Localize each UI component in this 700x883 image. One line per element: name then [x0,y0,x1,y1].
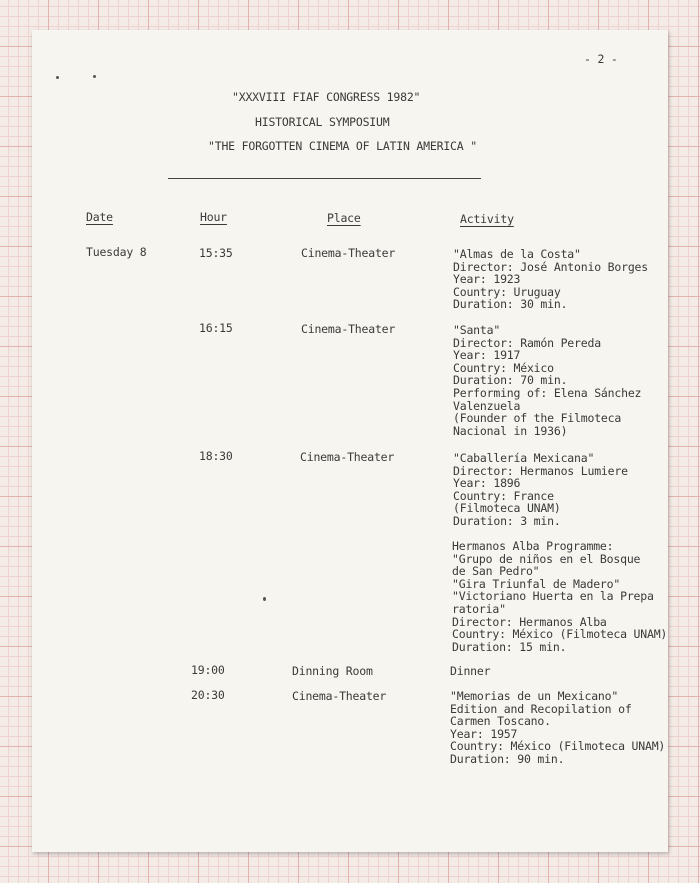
schedule-date: Tuesday 8 [86,245,147,259]
row-place: Dinning Room [292,664,373,678]
paper-speck [93,75,96,78]
page-number: - 2 - [584,52,618,66]
activity-line: Valenzuela [453,398,521,413]
activity-line: Edition and Recopilation of [450,701,632,716]
activity-line: Director: Hermanos Lumiere [453,463,628,478]
activity-line: ratoria" [452,602,506,616]
row-place: Cinema-Theater [300,450,395,464]
activity-line: Nacional in 1936) [453,423,568,438]
activity-line: "Almas de la Costa" [453,247,581,261]
row-hour: 16:15 [199,321,233,335]
row-place: Cinema-Theater [301,322,396,336]
activity-line: Director: Hermanos Alba [452,614,607,629]
column-header-date: Date [86,210,113,224]
activity-line: Duration: 90 min. [450,752,565,766]
activity-line: Country: México (Filmoteca UNAM) [450,739,666,754]
activity-line: Duration: 3 min. [453,514,561,528]
row-hour: 18:30 [199,449,233,463]
activity-line: Director: José Antonio Borges [453,259,648,274]
column-header-activity: Activity [460,212,514,226]
activity-line: Carmen Toscano. [450,714,551,729]
activity-line: "Santa" [453,323,501,337]
activity-line: Duration: 30 min. [453,297,568,312]
activity-line: Country: México (Filmoteca UNAM) [452,627,668,642]
activity-line: Country: France [453,488,554,503]
activity-line: Director: Ramón Pereda [453,335,601,350]
activity-line: Year: 1896 [453,476,521,491]
activity-line: (Founder of the Filmoteca [453,411,622,426]
column-header-hour: Hour [200,210,227,224]
activity-line: Duration: 70 min. [453,373,568,388]
activity-line: "Caballería Mexicana" [453,451,595,465]
row-place: Cinema-Theater [301,246,396,260]
paper-speck [263,597,266,601]
row-hour: 20:30 [191,688,225,702]
activity-line: "Gira Triunfal de Madero" [452,576,621,591]
paper-speck [56,76,59,79]
activity-line: Country: México [453,360,554,375]
activity-line: Hermanos Alba Programme: [452,539,614,553]
activity-line: Year: 1923 [453,272,521,287]
activity-line: "Grupo de niños en el Bosque [452,551,641,566]
activity-line: Performing of: Elena Sánchez [453,386,642,400]
activity-line: Duration: 15 min. [452,639,567,654]
row-hour: 19:00 [191,663,225,677]
header-divider [168,178,481,179]
document-page [32,30,668,852]
header-congress: "XXXVIII FIAF CONGRESS 1982" [232,90,421,104]
activity-line: Country: Uruguay [453,284,561,299]
header-title: "THE FORGOTTEN CINEMA OF LATIN AMERICA " [208,139,477,153]
header-symposium: HISTORICAL SYMPOSIUM [255,115,390,129]
activity-line: Year: 1917 [453,348,521,363]
activity-line: Dinner [450,664,491,678]
activity-line: "Victoriano Huerta en la Prepa [452,589,654,604]
activity-line: (Filmoteca UNAM) [453,501,561,516]
activity-line: "Memorias de un Mexicano" [450,689,619,703]
column-header-place: Place [327,211,361,225]
activity-line: de San Pedro" [452,564,540,579]
row-place: Cinema-Theater [292,689,387,703]
activity-line: Year: 1957 [450,726,518,741]
row-hour: 15:35 [199,246,233,260]
